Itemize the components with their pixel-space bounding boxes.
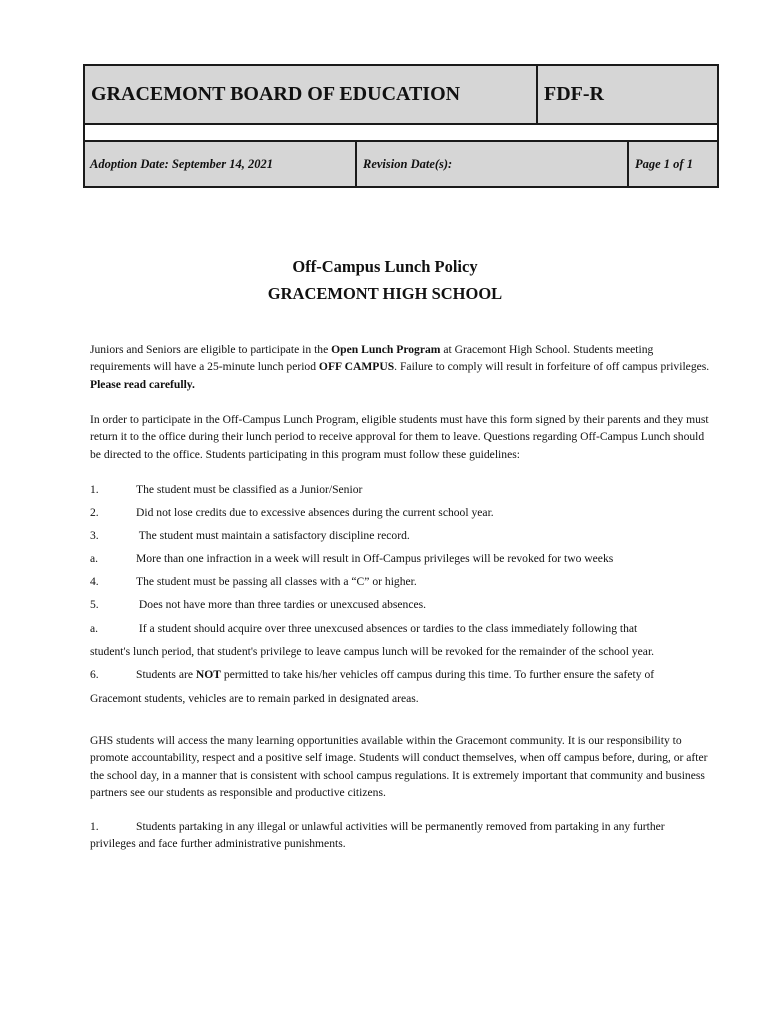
intro-text-a: Juniors and Seniors are eligible to participate in the: [90, 343, 332, 356]
community-paragraph: GHS students will access the many learning opportunities available within the Gracemont community. It is our responsibility to promote accountability, respect and a positive self image. Students will conduct themselves, when off campus before, during, or after the school day, in a manner that is consistent with school campus regulations. It is extremely important that community and business partners see our students as responsible and productive citizens.: [90, 734, 708, 800]
guideline-text-a: Students are: [136, 668, 196, 681]
guideline-text: [136, 666, 712, 683]
guideline-number: a.: [90, 552, 99, 565]
guideline-number: 1.: [90, 483, 99, 496]
intro-text-e: . Failure to comply will result in forfeiture of off campus privileges.: [394, 360, 710, 374]
policy-code: FDF-R: [544, 83, 604, 105]
guideline-number: 4.: [90, 575, 99, 588]
intro-off-campus: OFF CAMPUS: [318, 360, 395, 374]
final-continuation: privileges and face further administrative punishments.: [90, 837, 346, 850]
school-name: GRACEMONT HIGH SCHOOL: [267, 284, 503, 303]
guideline-continuation: student's lunch period, that student's privilege to leave campus lunch will be revoked for the remainder of the school year.: [90, 645, 655, 658]
guideline-text: The student must maintain a satisfactory discipline record.: [136, 529, 410, 542]
guideline-text: More than one infraction in a week will result in Off-Campus privileges will be revoked for two weeks: [136, 552, 614, 565]
guideline-text: If a student should acquire over three unexcused absences or tardies to the class immediately following that: [136, 622, 638, 635]
intro-paragraph: [90, 341, 712, 393]
final-text: Students partaking in any illegal or unlawful activities will be permanently removed from partaking in any further: [136, 820, 665, 833]
intro-read-carefully: Please read carefully.: [90, 377, 195, 391]
header-row-dates: [85, 142, 717, 186]
page-number: Page 1 of 1: [635, 156, 693, 171]
guideline-number: 3.: [90, 529, 99, 542]
participation-paragraph: In order to participate in the Off-Campus Lunch Program, eligible students must have this form signed by their parents and they must return it to the office during their lunch period to receive approval for them to leave. Questions regarding Off-Campus Lunch should be directed to the office. Students participating in this program must follow these guidelines:: [90, 413, 709, 461]
guideline-text-c: permitted to take his/her vehicles off campus during this time. To further ensure the safety of: [221, 668, 655, 681]
revision-date: Revision Date(s):: [357, 142, 629, 186]
intro-text-c: at Gracemont High School. Students meeting requirements will have a 25-minute lunch period: [90, 343, 654, 374]
guideline-continuation: Gracemont students, vehicles are to remain parked in designated areas.: [90, 692, 419, 705]
guideline-text: The student must be classified as a Junior/Senior: [136, 483, 363, 496]
guideline-not: NOT: [195, 668, 222, 681]
adoption-date: Adoption Date: September 14, 2021: [85, 142, 357, 186]
guideline-number: 2.: [90, 506, 99, 519]
header-row-title: [85, 66, 717, 125]
guideline-number: 6.: [90, 668, 99, 681]
guideline-text: Did not lose credits due to excessive absences during the current school year.: [136, 506, 494, 519]
final-number: 1.: [90, 820, 99, 833]
guideline-number: 5.: [90, 598, 99, 611]
policy-title: Off-Campus Lunch Policy: [292, 257, 478, 276]
guideline-text: The student must be passing all classes with a “C” or higher.: [136, 575, 417, 588]
header-spacer-row: [85, 125, 717, 142]
guideline-number: a.: [90, 622, 99, 635]
guideline-text: Does not have more than three tardies or unexcused absences.: [136, 598, 427, 611]
board-name: GRACEMONT BOARD OF EDUCATION: [85, 66, 538, 123]
intro-open-lunch: Open Lunch Program: [331, 343, 441, 356]
header-table: [83, 64, 719, 188]
